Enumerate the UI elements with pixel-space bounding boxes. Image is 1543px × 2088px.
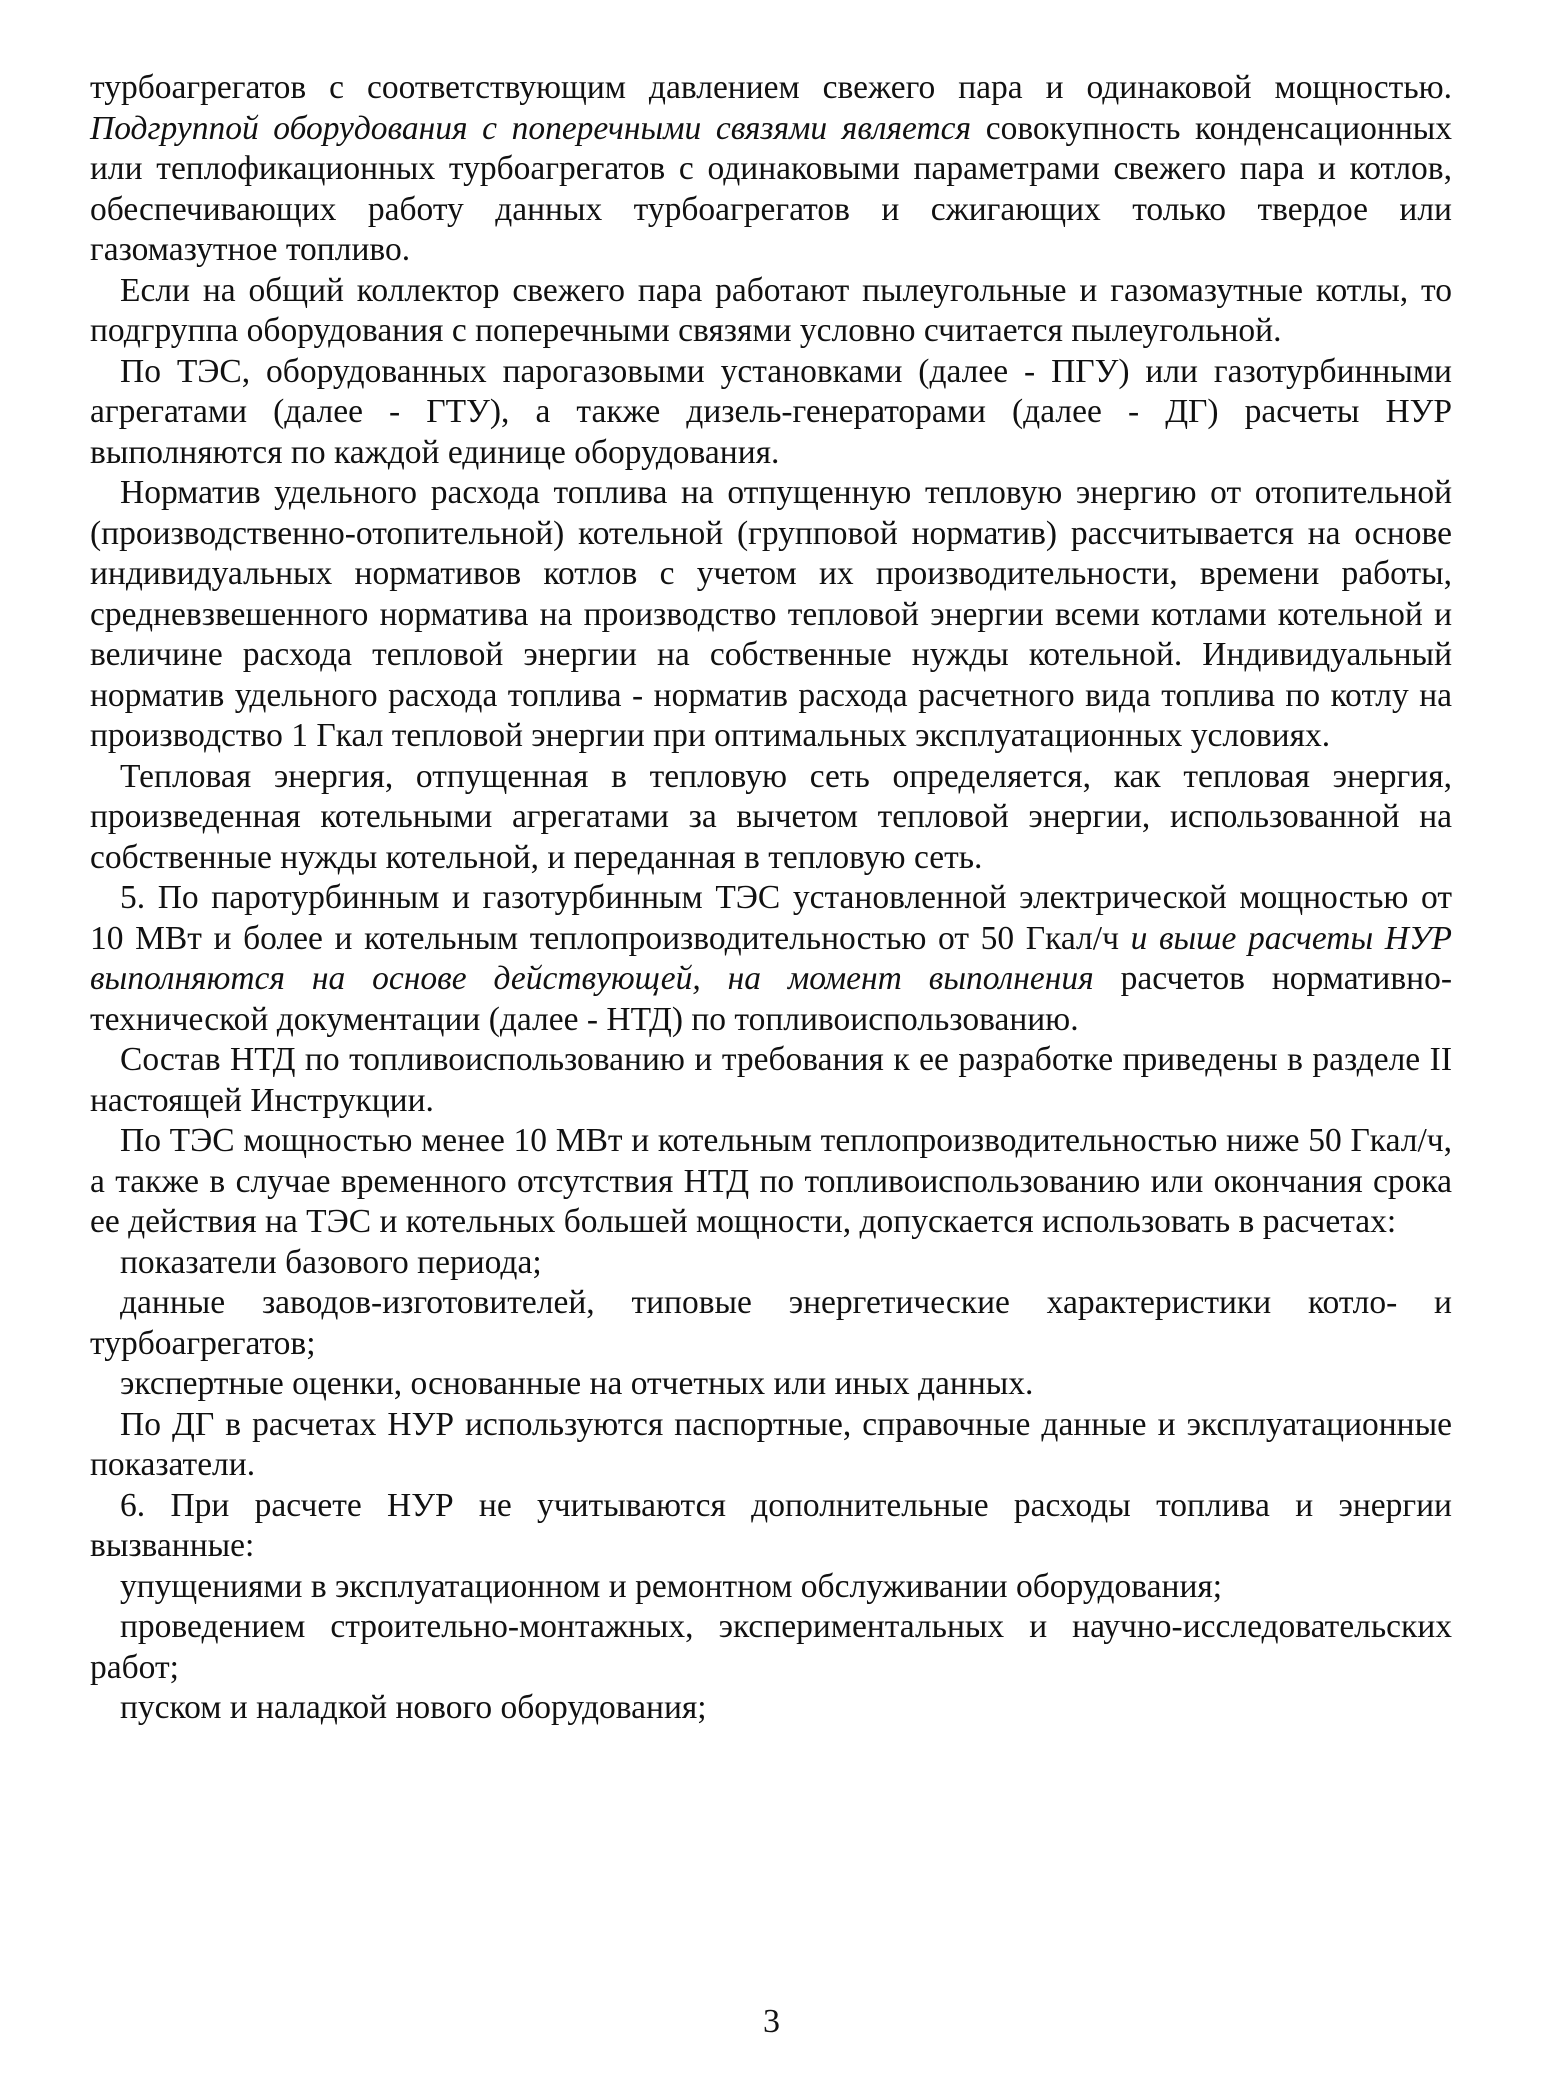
document-page [90,68,1452,1729]
paragraph-low-capacity: По ТЭС мощностью менее 10 МВт и котельным теплопроизводительностью ниже 50 Гкал/ч, а также в случае временного отсутствия НТД по топливоиспользованию или окончания срока ее действия на ТЭС и котельных большей мощности, допускается использовать в расчетах: [90,1122,1452,1240]
paragraph-text: совокупность конденсационных или теплофикационных турбоагрегатов с одинаковыми параметрами свежего пара и котлов, обеспечивающих работу данных турбоагрегатов и сжигающих только твердое или газомазутное топливо. [90,109,1452,268]
paragraph-dg: По ДГ в расчетах НУР используются паспортные, справочные данные и эксплуатационные показатели. [90,1405,1452,1483]
italic-text: Подгруппой оборудования с поперечными связями является [90,109,972,147]
paragraph-collector: Если на общий коллектор свежего пара работают пылеугольные и газомазутные котлы, то подгруппа оборудования с поперечными связями условно считается пылеугольной. [90,271,1452,349]
page-number: 3 [763,2003,780,2040]
list-item-base-period: показатели базового периода; [120,1243,542,1281]
paragraph-text: расчетов нормативно-технической документации (далее - НТД) по топливоиспользованию. [90,960,1452,1038]
list-item-commissioning: пуском и наладкой нового оборудования; [120,1689,707,1726]
list-item-construction: проведением строительно-монтажных, экспериментальных и научно-исследовательских работ; [90,1608,1452,1686]
paragraph-text: 5. По паротурбинным и газотурбинным ТЭС установленной электрической мощностью от 10 МВт и более и котельным теплопроизводительностью от 50 Гкал/ч [90,879,1452,957]
paragraph-boiler-norm: Норматив удельного расхода топлива на отпущенную тепловую энергию от отопительной (производственно-отопительной) котельной (групповой норматив) рассчитывается на основе индивидуальных нормативов котлов с учетом их производительности, времени работы, средневзвешенного норматива на производство тепловой энергии всеми котлами котельной и величине расхода тепловой энергии на собственные нужды котельной. Индивидуальный норматив удельного расхода топлива - норматив расхода расчетного вида топлива по котлу на производство 1 Гкал тепловой энергии при оптимальных эксплуатационных условиях. [90,474,1452,754]
paragraph-text: турбоагрегатов с соответствующим давлением свежего пара и одинаковой мощностью. [90,69,1452,106]
list-item-omissions: упущениями в эксплуатационном и ремонтном обслуживании оборудования; [120,1567,1223,1605]
italic-text: и выше расчеты НУР выполняются на основе действующей, на момент выполнения [90,919,1453,997]
paragraph-section-6: 6. При расчете НУР не учитываются дополнительные расходы топлива и энергии вызванные: [90,1486,1452,1564]
paragraph-heat-supplied: Тепловая энергия, отпущенная в тепловую сеть определяется, как тепловая энергия, произведенная котельными агрегатами за вычетом тепловой энергии, использованной на собственные нужды котельной, и переданная в тепловую сеть. [90,757,1452,876]
list-item-manufacturer-data: данные заводов-изготовителей, типовые энергетические характеристики котло- и турбоагрегатов; [90,1284,1452,1362]
paragraph-section-5 [90,878,1452,1040]
paragraph-ntd-composition: Состав НТД по топливоиспользованию и требования к ее разработке приведены в разделе II настоящей Инструкции. [90,1041,1452,1119]
list-item-expert-estimates: экспертные оценки, основанные на отчетных или иных данных. [120,1365,1034,1402]
paragraph-pgu-gtu: По ТЭС, оборудованных парогазовыми установками (далее - ПГУ) или газотурбинными агрегатами (далее - ГТУ), а также дизель-генераторами (далее - ДГ) расчеты НУР выполняются по каждой единице оборудования. [90,352,1452,471]
paragraph-subgroup-definition [90,68,1452,271]
